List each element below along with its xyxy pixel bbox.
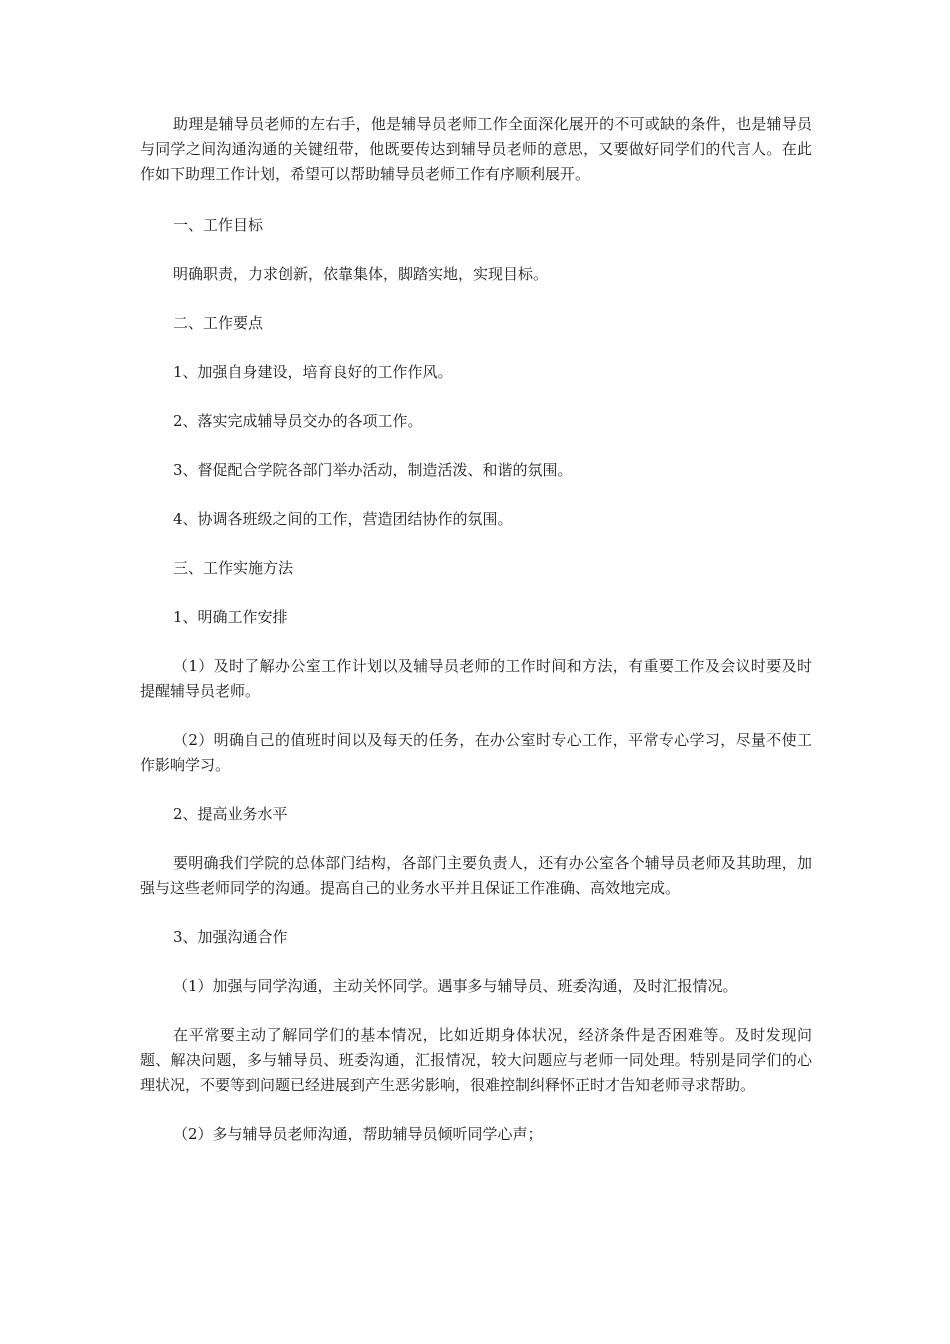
method-3-paragraph: 在平常要主动了解同学们的基本情况，比如近期身体状况，经济条件是否困难等。及时发现问题、解决问题，多与辅导员、班委沟通，汇报情况，较大问题应与老师一同处理。特别是同学们的心理状况，不要等到问题已经进展到产生恶劣影响，很难控制纠释怀正时才告知老师寻求帮助。 xyxy=(140,1026,812,1094)
method-heading-3: 3、加强沟通合作 xyxy=(173,928,288,946)
intro-paragraph: 助理是辅导员老师的左右手，他是辅导员老师工作全面深化展开的不可或缺的条件，也是辅导员与同学之间沟通沟通的关键纽带，他既要传达到辅导员老师的意思，又要做好同学们的代言人。在此作如下助理工作计划，希望可以帮助辅导员老师工作有序顺利展开。 xyxy=(140,115,812,183)
key-point-4: 4、协调各班级之间的工作，营造团结协作的氛围。 xyxy=(173,510,513,528)
method-1-item-2: （2）明确自己的值班时间以及每天的任务，在办公室时专心工作，平常专心学习，尽量不使工作影响学习。 xyxy=(140,731,812,774)
method-heading-2: 2、提高业务水平 xyxy=(173,805,288,823)
method-3-item-1: （1）加强与同学沟通，主动关怀同学。遇事多与辅导员、班委沟通，及时汇报情况。 xyxy=(173,977,738,995)
goals-paragraph: 明确职责，力求创新，依靠集体，脚踏实地，实现目标。 xyxy=(173,265,549,283)
method-3-item-2: （2）多与辅导员老师沟通，帮助辅导员倾听同学心声； xyxy=(173,1125,543,1143)
key-point-2: 2、落实完成辅导员交办的各项工作。 xyxy=(173,412,423,430)
method-heading-1: 1、明确工作安排 xyxy=(173,608,288,626)
section-heading-goals: 一、工作目标 xyxy=(173,216,264,234)
key-point-3: 3、督促配合学院各部门举办活动，制造活泼、和谐的氛围。 xyxy=(173,461,573,479)
section-heading-methods: 三、工作实施方法 xyxy=(173,559,294,577)
method-2-paragraph: 要明确我们学院的总体部门结构，各部门主要负责人，还有办公室各个辅导员老师及其助理，加强与这些老师同学的沟通。提高自己的业务水平并且保证工作准确、高效地完成。 xyxy=(140,854,812,897)
section-heading-key-points: 二、工作要点 xyxy=(173,314,264,332)
key-point-1: 1、加强自身建设，培育良好的工作作风。 xyxy=(173,363,453,381)
method-1-item-1: （1）及时了解办公室工作计划以及辅导员老师的工作时间和方法，有重要工作及会议时要及时提醒辅导员老师。 xyxy=(140,657,812,700)
document-page xyxy=(140,112,812,1147)
